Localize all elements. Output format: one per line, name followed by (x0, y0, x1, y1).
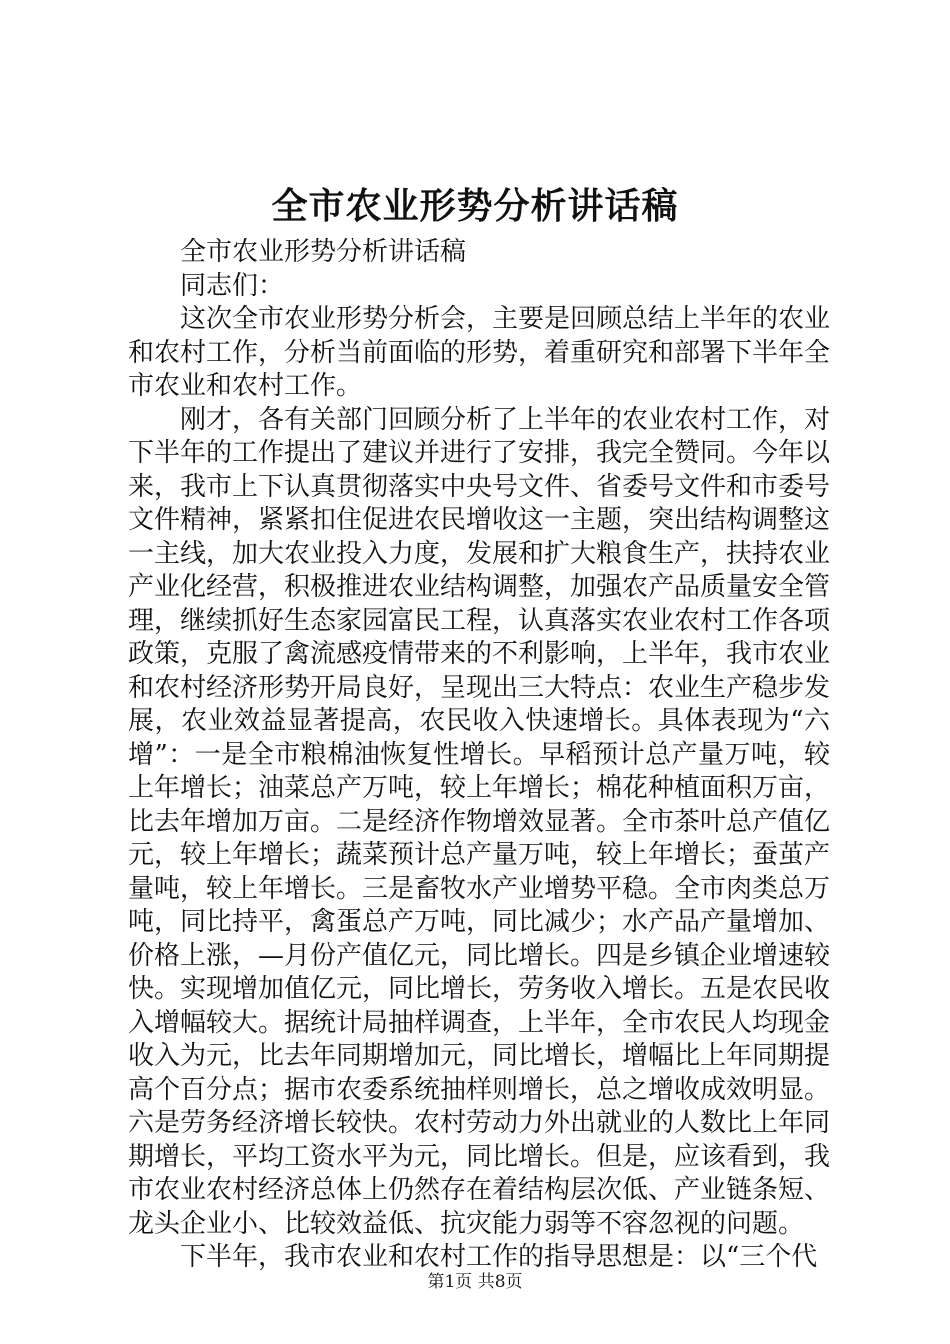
document-title: 全市农业形势分析讲话稿 (271, 185, 679, 227)
paragraph-guidance: 下半年，我市农业和农村工作的指导思想是：以“三个代 (180, 1242, 818, 1272)
page-footer: 第1页 共8页 (427, 1272, 523, 1292)
paragraph-review: 刚才，各有关部门回顾分析了上半年的农业农村工作，对下半年的工作提出了建议并进行了安排，我完全赞同。今年以来，我市上下认真贯彻落实中央号文件、省委号文件和市委号文件精神，紧紧扣住促进农民增收这一主题，突出结构调整这一主线，加大农业投入力度，发展和扩大粮食生产，扶持农业产业化经营，积极推进农业结构调整，加强农产品质量安全管理，继续抓好生态家园富民工程，认真落实农业农村工作各项政策，克服了禽流感疫情带来的不利影响，上半年，我市农业和农村经济形势开局良好，呈现出三大特点：农业生产稳步发展，农业效益显著提高，农民收入快速增长。具体表现为“六增”：一是全市粮棉油恢复性增长。早稻预计总产量万吨，较上年增长；油菜总产万吨，较上年增长；棉花种植面积万亩，比去年增加万亩。二是经济作物增效显著。全市茶叶总产值亿元，较上年增长；蔬菜预计总产量万吨，较上年增长；蚕茧产量吨，较上年增长。三是畜牧水产业增势平稳。全市肉类总万吨，同比持平，禽蛋总产万吨，同比减少；水产品产量增加、价格上涨，—月份产值亿元，同比增长。四是乡镇企业增速较快。实现增加值亿元，同比增长，劳务收入增长。五是农民收入增幅较大。据统计局抽样调查，上半年，全市农民人均现金收入为元，比去年同期增加元，同比增长，增幅比上年同期提高个百分点；据市农委系统抽样则增长，总之增收成效明显。六是劳务经济增长较快。农村劳动力外出就业的人数比上年同期增长，平均工资水平为元，同比增长。但是，应该看到，我市农业农村经济总体上仍然存在着结构层次低、产业链条短、龙头企业小、比较效益低、抗灾能力弱等不容忽视的问题。 (128, 404, 831, 1239)
document-body (128, 236, 830, 1275)
paragraph-subtitle: 全市农业形势分析讲话稿 (180, 237, 467, 267)
paragraph-salutation: 同志们： (180, 270, 285, 301)
paragraph-intro: 这次全市农业形势分析会，主要是回顾总结上半年的农业和农村工作，分析当前面临的形势，着重研究和部署下半年全市农业和农村工作。 (128, 304, 831, 401)
